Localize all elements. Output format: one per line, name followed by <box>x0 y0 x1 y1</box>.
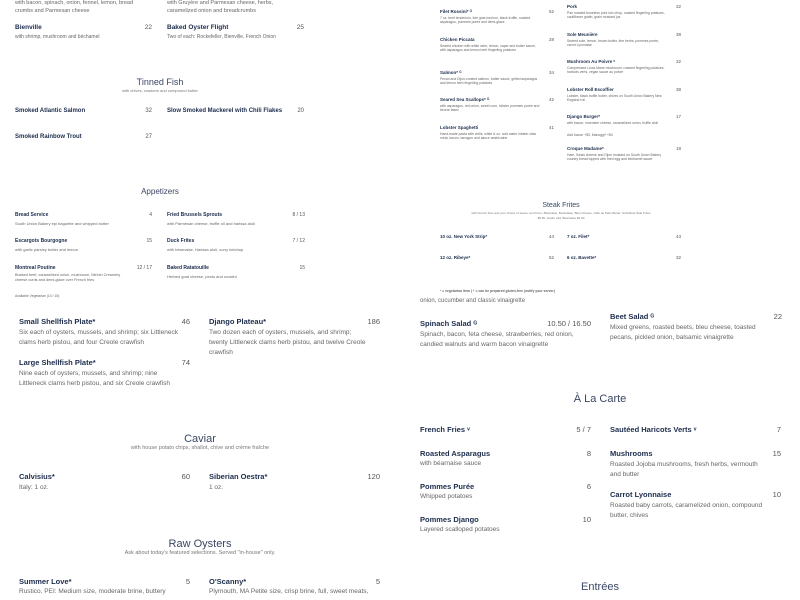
item-price: 52 <box>548 9 554 14</box>
item-name: Pommes Django <box>420 515 479 524</box>
item-name: Django Burger* <box>567 114 601 119</box>
item-name: Seared Sea Scallops* ᴳ <box>440 97 490 102</box>
desc-line: caramelized onion and breadcrumbs <box>167 7 256 14</box>
section-oysters-tinned <box>0 0 400 150</box>
section-subtitle: Ask about today's featured selections. Served "in-house" only. <box>124 550 276 556</box>
item-price: 12 / 17 <box>136 265 152 271</box>
item-price: 7 <box>776 425 781 434</box>
item-name: Lobster Spaghetti <box>440 125 479 130</box>
item-name: Sole Meunière <box>567 32 598 37</box>
item-name: Pommes Purée <box>420 482 475 491</box>
rockefeller-desc <box>15 0 133 15</box>
item-price: 17 <box>675 114 681 119</box>
item-price: 25 <box>296 24 304 31</box>
item-name: Mushrooms <box>610 449 653 458</box>
item-desc: with shrimp, mushroom and béchamel <box>15 34 100 40</box>
item-desc: Mixed greens, roasted beets, bleu cheese, toasted pecans, pickled onion, balsamic vinaigrette <box>610 324 756 341</box>
section-subtitle: with chives, crackers and compound butter <box>122 88 198 93</box>
item-price: 43 <box>675 234 681 239</box>
item-name: Slow Smoked Mackerel with Chili Flakes <box>167 108 283 114</box>
item-price: 41 <box>548 125 554 130</box>
item-desc: Braised beef, caramelized onion, mushroom, Mirloin Creamery cheese curds and demi-glace over French fries <box>15 273 121 282</box>
item-desc: Ham, Swiss cheese and Dijon mustard on South Union Bakery country bread topped with fried egg and béchamel sauce <box>567 153 662 162</box>
item-desc: with béarnaise, Harissa aïoli, curry ketchup <box>167 247 244 252</box>
item-desc: Italy: 1 oz. <box>19 484 49 491</box>
item-price: 18 <box>675 146 681 151</box>
item-name: Sautéed Haricots Verts ᵛ <box>610 425 697 434</box>
desc-line: crumbs and Parmesan cheese <box>15 7 90 14</box>
item-price: 186 <box>367 317 380 326</box>
item-desc: Rustico, PEI: Medium size, moderate brine, buttery <box>19 588 166 595</box>
section-appetizers <box>0 180 400 300</box>
item-price: 120 <box>367 472 380 481</box>
item-desc: Pan roasted boneless pork loin chop, roasted fingerling potatoes, cauliflower gratin, grain mustard jus <box>567 11 665 20</box>
item-name: Large Shellfish Plate* <box>19 358 96 367</box>
item-desc: with Parmesan cheese, truffle oil and harissa aïoli <box>167 221 255 226</box>
section-shellfish-caviar <box>0 297 400 600</box>
item-desc: with bacon, muenster cheese, caramelized onion, truffle aïoli <box>567 121 658 125</box>
item-price: 15 <box>146 238 152 244</box>
item-desc: Six each of oysters, mussels, and shrimp; six Littleneck clams herb pistou, and four Creole crawfish <box>19 329 178 346</box>
section-salads-sides <box>400 297 800 600</box>
french-onion-desc <box>167 0 273 15</box>
item-name: 6 oz. Bavette* <box>567 255 597 260</box>
item-name: Django Plateau* <box>209 317 267 326</box>
item-name: Calvisius* <box>19 472 55 481</box>
item-price: 74 <box>181 358 190 367</box>
section-title: Tinned Fish <box>136 77 184 87</box>
item-desc: Nine each of oysters, mussels, and shrimp; nine Littleneck clams herb pistou, and six Creole crawfish <box>19 370 171 387</box>
section-title: Steak Frites <box>542 202 580 209</box>
item-desc: with béarnaise sauce <box>420 460 482 467</box>
item-name: Beet Salad ᴳ <box>610 312 655 321</box>
item-desc: Seared sole, lemon, brown butter, fine herbs, pommes purée, carrot Lyonnaise <box>567 39 659 48</box>
item-price: 52 <box>548 255 554 260</box>
item-name: Spinach Salad ᴳ <box>420 319 478 328</box>
item-desc: Pecan and Dijon-crusted salmon, butter sauce, grilled asparagus and lemon herb fingerling potatoes <box>440 77 538 86</box>
item-price: 44 <box>548 234 554 239</box>
item-name: French Fries ᵛ <box>420 425 470 434</box>
item-name: Mushroom Au Poivre ᵛ <box>567 59 615 64</box>
item-desc: Herbed goat cheese, pesto and crostini <box>167 274 237 279</box>
item-price: 10 <box>582 515 591 524</box>
item-desc: Hand-made pasta with chilis, white & oz. cold water lobster claw meat, bacon, tarragon and sauce américaine <box>440 132 537 141</box>
item-price: 8 / 13 <box>292 212 305 218</box>
item-desc: Lobster, black truffle butter, chives on South Union Bakery New England roll <box>567 94 662 103</box>
item-desc: Whipped potatoes <box>420 493 473 500</box>
item-desc: 7 oz. beef tenderloin, foie gras torchon, black truffle, roasted asparagus, pommes purée and demi-glace <box>440 16 531 25</box>
item-price: 32 <box>675 59 681 64</box>
item-name: Duck Frites <box>167 238 195 244</box>
item-name: Pork <box>567 4 578 9</box>
item-price: 6 <box>586 482 591 491</box>
section-title: Entrées <box>581 581 619 593</box>
item-name: Fried Brussels Sprouts <box>167 212 223 218</box>
section-title: Caviar <box>184 433 216 445</box>
item-name: Smoked Atlantic Salmon <box>15 108 86 114</box>
item-price: 7 / 12 <box>292 238 305 244</box>
item-price: 22 <box>773 312 782 321</box>
item-price: 4 <box>149 212 152 218</box>
item-price: 38 <box>675 32 681 37</box>
item-name: Siberian Oestra* <box>209 472 268 481</box>
item-name: 7 oz. Filet* <box>567 234 590 239</box>
item-desc: Seared chicken with white wine, lemon, caper and butter sauce, with asparagus and lemon herb fingerling potatoes <box>440 44 536 53</box>
item-name: O'Scanny* <box>209 577 247 586</box>
item-desc: Roasted baby carrots, caramelized onion, compound butter, chives <box>610 502 763 519</box>
item-desc: onion, cucumber and classic vinaigrette <box>420 298 526 304</box>
item-addon: Available Vegetarian (10 / 15) <box>15 294 60 298</box>
item-name: Roasted Asparagus <box>420 449 491 458</box>
item-name: Small Shellfish Plate* <box>19 317 96 326</box>
item-name: Summer Love* <box>19 577 72 586</box>
item-price: 15 <box>772 449 781 458</box>
item-price: 28 <box>548 37 554 42</box>
item-name: Carrot Lyonnaise <box>610 490 672 499</box>
item-name: Chicken Piccata <box>440 37 475 42</box>
item-name: Baked Ratatouille <box>167 265 209 271</box>
item-desc: 1 oz. <box>209 484 224 491</box>
item-price: 42 <box>548 97 554 102</box>
section-steak-frites <box>400 180 800 300</box>
item-price: 5 <box>185 577 190 586</box>
item-name: Smoked Rainbow Trout <box>15 134 82 140</box>
item-name: Baked Oyster Flight <box>167 24 229 31</box>
item-desc: with asparagus, red onion, sweet corn, lobster pommes purée and beurre blanc <box>440 104 540 113</box>
item-name: Filet Rossini* ᴳ <box>440 9 473 14</box>
item-desc: Roasted Jojoba mushrooms, fresh herbs, vermouth and butter <box>610 461 758 478</box>
section-title: Appetizers <box>141 187 179 196</box>
item-desc: Spinach, bacon, feta cheese, strawberries, red onion, candied walnuts and warm bacon vinaigrette <box>420 331 574 348</box>
item-name: Bienville <box>15 24 42 31</box>
item-price: 34 <box>548 70 554 75</box>
item-price: 22 <box>144 24 152 31</box>
item-price: 8 <box>586 449 591 458</box>
item-name: Bread Service <box>15 212 49 218</box>
item-price: 10.50 / 16.50 <box>547 319 591 328</box>
section-subtitle: with house potato chips, shallot, chive and crème fraîche <box>130 445 270 451</box>
item-desc: Layered scalloped potatoes <box>420 526 500 533</box>
item-addon: Add bacon +$3, Manoggi* +$4 <box>567 133 613 137</box>
item-desc: Compressed Lions Mane mushroom, roasted fingerling potatoes, haricots verts, vegan sauce au poivre <box>567 66 665 75</box>
desc-line: with Gruyère and Parmesan cheese, herbs, <box>167 0 274 6</box>
item-name: Escargots Bourgogne <box>15 238 68 244</box>
section-entrees <box>400 0 800 180</box>
item-name: 12 oz. Ribeye* <box>440 255 471 260</box>
item-name: Montreal Poutine <box>15 265 56 271</box>
desc-line: with bacon, spinach, onion, fennel, lemon, bread <box>15 0 134 6</box>
item-price: 38 <box>675 87 681 92</box>
item-price: 32 <box>675 255 681 260</box>
item-price: 46 <box>181 317 190 326</box>
item-price: 5 <box>375 577 380 586</box>
section-title: Raw Oysters <box>168 538 232 550</box>
item-price: 32 <box>675 4 681 9</box>
item-name: Lobster Roll Escoffier <box>567 87 614 92</box>
item-price: 60 <box>181 472 190 481</box>
item-desc: Plymouth, MA Petite size, crisp brine, full, sweet meats, <box>209 588 369 595</box>
item-name: 10 oz. New York Strip* <box>440 234 488 239</box>
item-price: 10 <box>772 490 781 499</box>
item-price: 32 <box>145 108 152 114</box>
item-price: 27 <box>145 134 152 140</box>
item-price: 20 <box>297 108 304 114</box>
section-title: À La Carte <box>573 393 627 405</box>
item-desc: South Union Bakery epi baguette and whipped butter <box>15 221 109 226</box>
item-desc: with garlic parsley butter and lemon <box>15 247 78 252</box>
item-desc: Two of each: Rockefeller, Bienville, French Onion <box>167 34 276 40</box>
legend: ᵛ = vegetarian item | ᴳ = can be prepared gluten-free (notify your server) <box>440 289 555 293</box>
item-name: Salmon* ᴳ <box>440 70 462 75</box>
item-name: Croque Madame* <box>567 146 604 151</box>
item-price: 5 / 7 <box>576 425 591 434</box>
section-subtitle: with French fries and your choice of sauce: au Poivre, Béarnaise, Bordelaise, Bleu Cheese, Café de Paris Butter. Substitute Side Frites $5.50, Gratin +$4, Béarnaise $3.00 <box>471 211 651 220</box>
item-desc: Two dozen each of oysters, mussels, and shrimp; twenty Littleneck clams herb pistou, and twelve Creole crawfish <box>209 329 366 356</box>
item-price: 15 <box>299 265 305 271</box>
